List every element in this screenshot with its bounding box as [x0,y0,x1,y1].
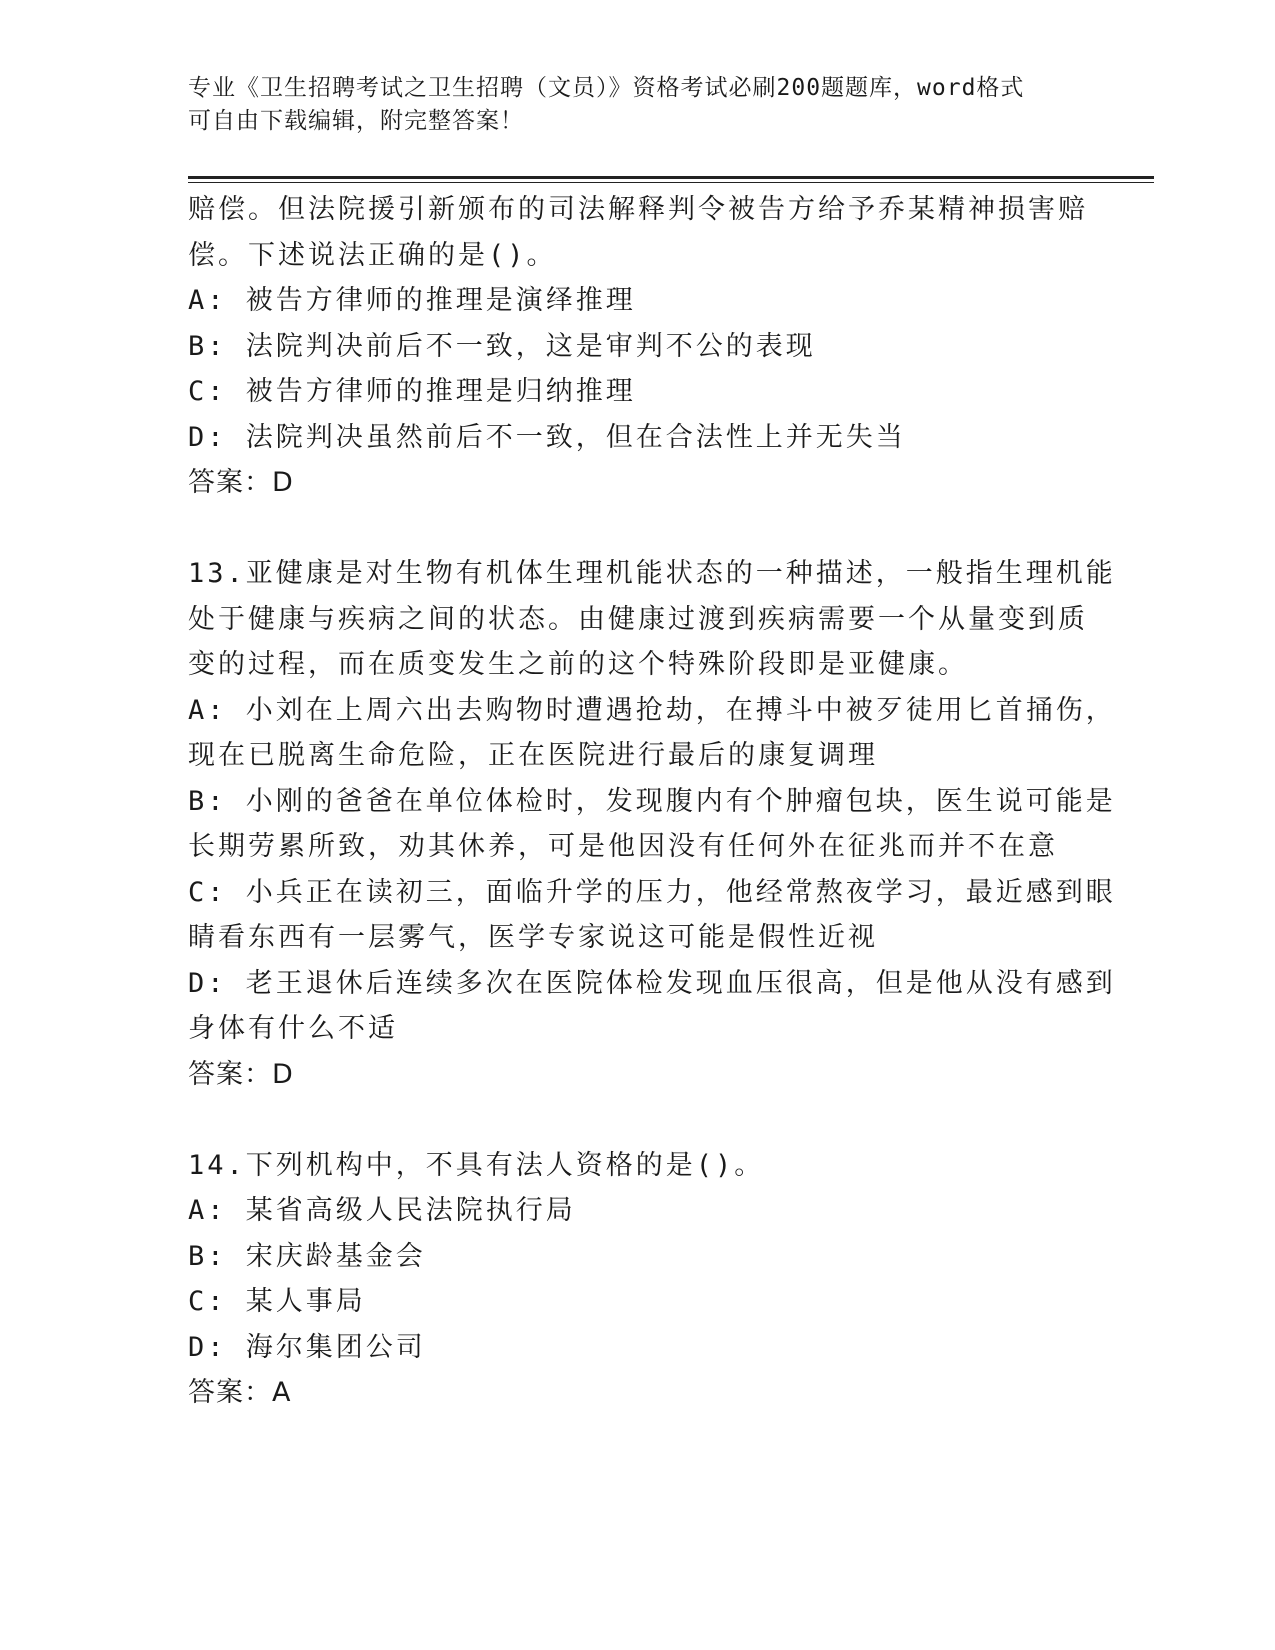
header-divider-thick [188,176,1154,179]
answer-line: 答案：D [188,467,294,498]
question-13 [188,551,1116,1097]
option-d: D: 海尔集团公司 [188,1331,426,1363]
option-b: B: 宋庆龄基金会 [188,1240,426,1272]
question-14 [188,1143,1078,1416]
option-c: C: 小兵正在读初三，面临升学的压力，他经常熬夜学习，最近感到眼 [188,876,1116,908]
spacer [188,506,1078,552]
option-c-continued: 睛看东西有一层雾气，医学专家说这可能是假性近视 [188,922,878,953]
answer-line: 答案：D [188,1058,294,1090]
header-divider-thin [188,182,1154,183]
question-stem-line: 偿。下述说法正确的是()。 [188,239,557,271]
option-d: D: 法院判决虽然前后不一致，但在合法性上并无失当 [188,421,906,453]
option-a: A: 小刘在上周六出去购物时遭遇抢劫，在搏斗中被歹徒用匕首捅伤， [188,694,1116,726]
option-b: B: 法院判决前后不一致，这是审判不公的表现 [188,330,816,362]
document-header [188,72,1088,138]
option-b: B: 小刚的爸爸在单位体检时，发现腹内有个肿瘤包块，医生说可能是 [188,785,1116,817]
option-a: A: 某省高级人民法院执行局 [188,1195,576,1226]
question-12 [188,187,1088,506]
option-c: C: 被告方律师的推理是归纳推理 [188,376,636,407]
question-stem-line: 赔偿。但法院援引新颁布的司法解释判令被告方给予乔某精神损害赔 [188,194,1088,225]
header-line-2: 可自由下载编辑，附完整答案！ [188,108,524,134]
question-stem-line: 处于健康与疾病之间的状态。由健康过渡到疾病需要一个从量变到质 [188,603,1088,635]
answer-line: 答案：A [188,1377,292,1408]
question-stem-line: 13.亚健康是对生物有机体生理机能状态的一种描述，一般指生理机能 [188,558,1116,589]
spacer [188,1097,1078,1143]
question-stem-line: 14.下列机构中，不具有法人资格的是()。 [188,1149,765,1181]
option-a-continued: 现在已脱离生命危险，正在医院进行最后的康复调理 [188,740,878,771]
document-body [188,187,1116,1416]
option-b-continued: 长期劳累所致，劝其休养，可是他因没有任何外在征兆而并不在意 [188,831,1058,862]
option-c: C: 某人事局 [188,1286,366,1317]
option-d-continued: 身体有什么不适 [188,1013,398,1044]
question-stem-line: 变的过程，而在质变发生之前的这个特殊阶段即是亚健康。 [188,649,968,680]
option-a: A: 被告方律师的推理是演绎推理 [188,285,636,316]
option-d: D: 老王退休后连续多次在医院体检发现血压很高，但是他从没有感到 [188,967,1116,999]
header-line-1: 专业《卫生招聘考试之卫生招聘（文员）》资格考试必刷200题题库，word格式 [188,75,1025,101]
